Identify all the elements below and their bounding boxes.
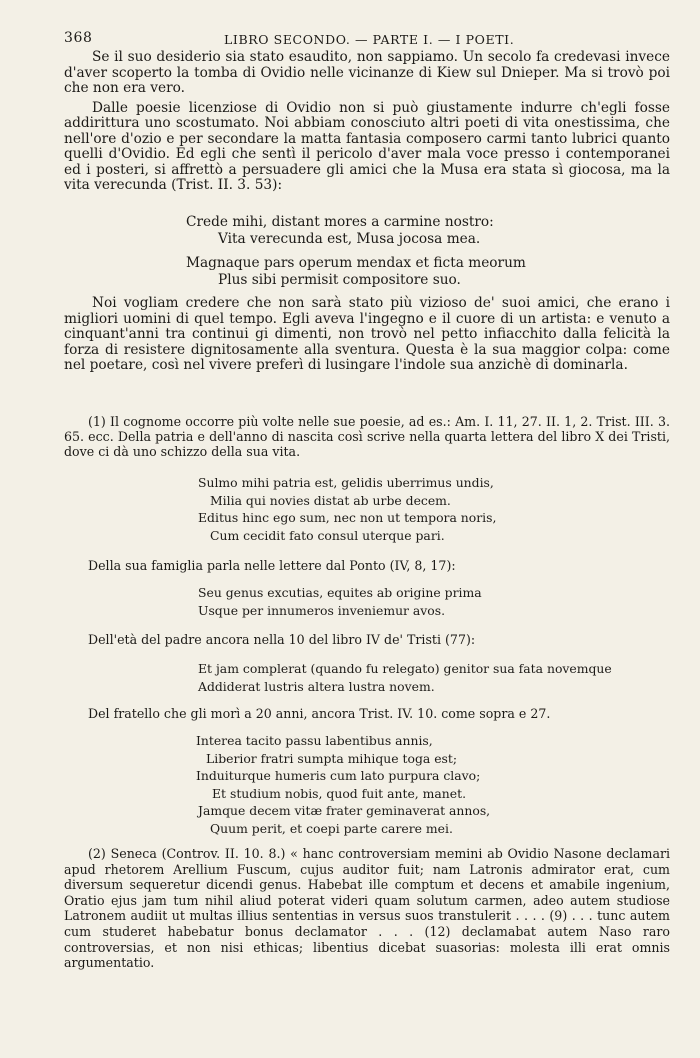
main-text [64,50,670,194]
verse-line: Crede mihi, distant mores a carmine nostro: [186,214,494,230]
verse-quote-a [0,474,700,544]
verse-line: Seu genus excutias, equites ab origine prima [198,585,482,600]
paragraph-2: Dalle poesie licenziose di Ovidio non si può giustamente indurre ch'egli fosse addirittura uno scostumato. Noi abbiam conosciuto altri poeti di vita onestissima, che nell'ore d'ozio e per secondare la matta fantasia composero carmi tanto lubrici quanto quelli d'Ovidio. Ed egli che sentì il pericolo d'aver mala voce presso i contemporanei ed i posteri, si affrettò a persuadere gli amici che la Musa era stata sì giocosa, ma la vita verecunda (Trist. II. 3. 53): [64,99,670,193]
verse-quote-b [0,584,700,619]
footnote-1 [64,414,670,459]
verse-line: Interea tacito passu labentibus annis, [196,733,433,748]
verse-line: Quum perit, et coepi parte carere mei. [210,820,453,836]
verse-line: Editus hinc ego sum, nec non ut tempora noris, [198,510,497,525]
verse-line: Usque per innumeros inveniemur avos. [198,602,446,618]
intro-line-c: Dell'età del padre ancora nella 10 del libro IV de' Tristi (77): [88,632,476,647]
verse-line: Jamque decem vitæ frater geminaverat annos, [198,803,491,818]
verse-line: Milia qui novies distat ab urbe decem. [210,492,451,508]
footnote-2-text: (2) Seneca (Controv. II. 10. 8.) « hanc controversiam memini ab Ovidio Nasone declamari apud rhetorem Arellium Fuscum, cujus auditor fuit; nam Latronis admirator erat, cum diversum sequeretur dicendi genus. Habebat ille comptum et decens et amabile ingenium, Oratio ejus jam tum nihil aliud poterat videri quam solutum carmen, adeo autem studiose Latronem audiit ut multas illius sententias in versus suos transtulerit . . . . (9) . . . tunc autem cum studeret habebatur bonus declamator . . . (12) declamabat autem Naso raro controversias, et non nisi ethicas; libentius dicebat suasorias: molesta illi erat omnis argumentatio. [64,846,670,971]
paragraph-1: Se il suo desiderio sia stato esaudito, non sappiamo. Un secolo fa credevasi invece d'aver scoperto la tomba di Ovidio nelle vicinanze di Kiew sul Dnieper. Ma si trovò poi che non era vero. [64,49,670,96]
intro-line-d: Del fratello che gli morì a 20 anni, ancora Trist. IV. 10. come sopra e 27. [88,706,551,721]
page-number: 368 [64,30,93,46]
verse-quote-c [0,660,700,695]
running-title: LIBRO SECONDO. — PARTE I. — I POETI. [224,32,515,47]
verse-line: Et studium nobis, quod fuit ante, manet. [212,785,467,801]
running-header [64,30,670,50]
verse-line: Plus sibi permisit compositore suo. [218,271,461,288]
verse-line: Vita verecunda est, Musa jocosa mea. [218,230,481,247]
verse-line: Induiturque humeris cum lato purpura clavo; [196,768,481,783]
verse-quote-d [0,732,700,837]
footnote-2 [64,846,670,971]
verse-line: Cum cecidit fato consul uterque pari. [210,527,445,543]
paragraph-3: Noi vogliam credere che non sarà stato più vizioso de' suoi amici, che erano i migliori uomini di quel tempo. Egli aveva l'ingegno e il cuore di un artista: e venuto a cinquant'anni tra continui gi dimenti, non trovò nel petto infiacchito dalla felicità la forza di resistere dignitosamente alla sventura. Questa è la sua maggior colpa: come nel poetare, così nel vivere preferì di lusingare l'indole sua anzichè di dominarla. [64,295,670,373]
intro-line-b: Della sua famiglia parla nelle lettere dal Ponto (IV, 8, 17): [88,558,456,573]
verse-line: Liberior fratri sumpta mihique toga est; [206,750,458,766]
verse-line: Addiderat lustris altera lustra novem. [198,678,435,694]
verse-line: Magnaque pars operum mendax et ficta meorum [186,255,526,271]
verse-line: Et jam complerat (quando fu relegato) genitor sua fata novemque [198,661,612,676]
footnote-1-text: (1) Il cognome occorre più volte nelle sue poesie, ad es.: Am. I. 11, 27. II. 1, 2. Trist. III. 3. 65. ecc. Della patria e dell'anno di nascita così scrive nella quarta lettera del libro X dei Tristi, dove ci dà uno schizzo della sua vita. [64,414,670,459]
verse-quote-1 [0,214,700,288]
main-text-2 [64,296,670,374]
verse-line: Sulmo mihi patria est, gelidis uberrimus undis, [198,475,494,490]
